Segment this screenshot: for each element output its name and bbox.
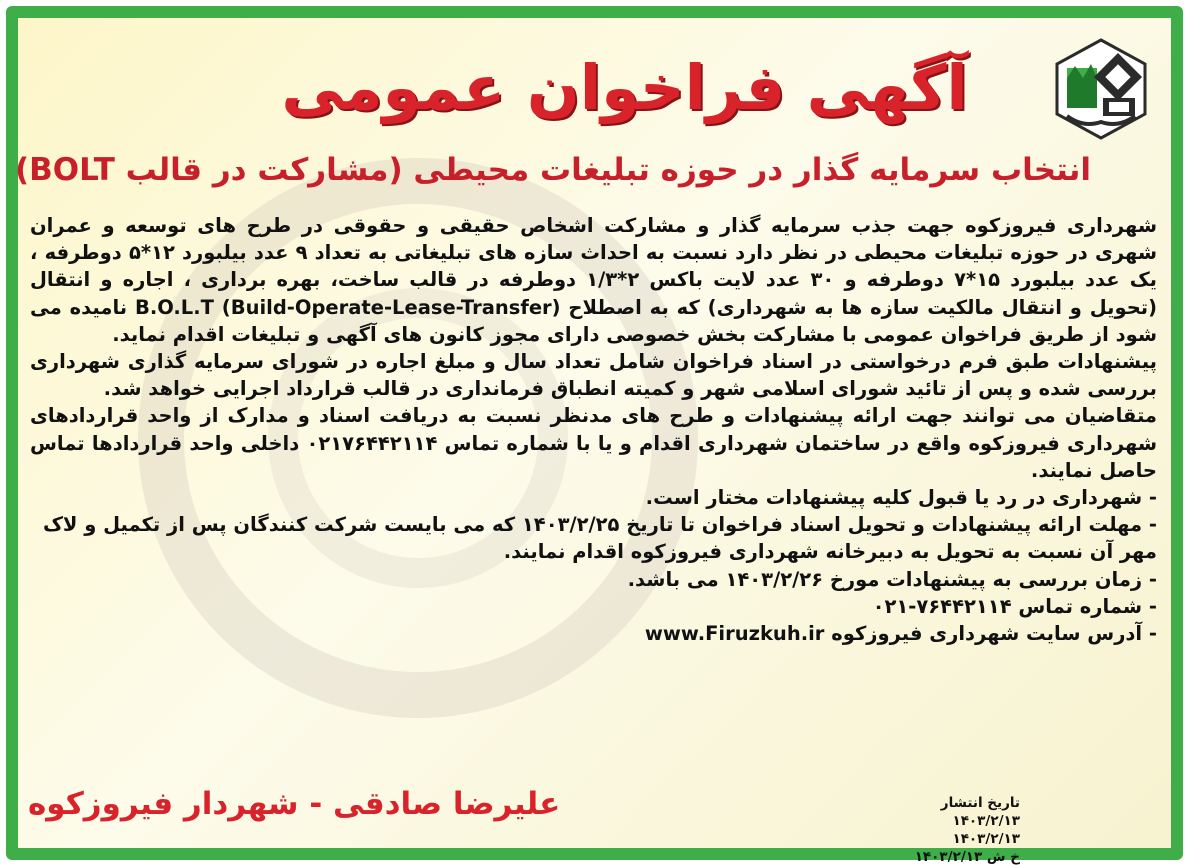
paragraph-review: پیشنهادات طبق فرم درخواستی در اسناد فراخوان شامل تعداد سال و مبلغ اجاره در شورای سرمایه گذاری شهرداری بررسی شده و پس از تائید شورای اسلامی شهر و کمیته انطباق فرمانداری در قالب قرارداد اجرایی خواهد شد. bbox=[30, 350, 1157, 401]
notice-subtitle: انتخاب سرمایه گذار در حوزه تبلیغات محیطی (مشارکت در قالب BOLT) bbox=[14, 152, 1091, 188]
publish-date-value: ۱۴۰۳/۲/۱۳ bbox=[952, 831, 1020, 847]
paragraph-intro: شهرداری فیروزکوه جهت جذب سرمایه گذار و مشارکت اشخاص حقیقی و حقوقی در طرح های توسعه و عمران شهری در حوزه تبلیغات محیطی در نظر دارد نسبت به احداث سازه های تبلیغاتی به تعداد ۹ عدد بیلبورد ۱۲*۵ دوطرفه ، یک عدد بیلبورد ۱۵*۷ دوطرفه و ۳۰ عدد لایت باکس ۲*۱/۳ دوطرفه در قالب ساخت، بهره برداری ، اجاره و انتقال (تحویل و انتقال مالکیت سازه ها به شهرداری) که به اصطلاح (Build-Operate-Lease-Transfer) B.O.L.T نامیده می شود از طریق فراخوان عمومی با مشارکت بخش خصوصی دارای مجوز کانون های آگهی و تبلیغات اقدام نماید. bbox=[30, 214, 1158, 346]
list-item: - شماره تماس ۷۶۴۴۲۱۱۴-۰۲۱ bbox=[872, 594, 1157, 618]
mayor-signature: علیرضا صادقی - شهردار فیروزکوه bbox=[28, 786, 561, 822]
publish-date-label: تاریخ انتشار ۱۴۰۳/۲/۱۳ bbox=[940, 795, 1020, 829]
notice-page bbox=[14, 18, 1171, 865]
registry-code: خ ش ۱۴۰۳/۲/۱۳ bbox=[914, 849, 1020, 865]
list-item: - زمان بررسی به پیشنهادات مورخ ۱۴۰۳/۲/۲۶ می باشد. bbox=[627, 567, 1157, 591]
website-line bbox=[30, 620, 1157, 647]
list-item: - مهلت ارائه پیشنهادات و تحویل اسناد فراخوان تا تاریخ ۱۴۰۳/۲/۲۵ که می بایست شرکت کنندگان پس از تکمیل و لاک مهر آن نسبت به تحویل به دبیرخانه شهرداری فیروزکوه اقدام نمایند. bbox=[42, 513, 1157, 564]
municipality-logo-icon bbox=[1053, 38, 1149, 140]
list-item: - شهرداری در رد یا قبول کلیه پیشنهادات مختار است. bbox=[645, 486, 1157, 510]
website-url[interactable]: www.Firuzkuh.ir bbox=[644, 622, 825, 646]
website-label: - آدرس سایت شهرداری فیروزکوه bbox=[831, 622, 1157, 646]
publication-dates bbox=[880, 794, 1020, 866]
paragraph-applicants: متقاضیان می توانند جهت ارائه پیشنهادات و طرح های مدنظر نسبت به دریافت اسناد و مدارک از واحد قراردادهای شهرداری فیروزکوه واقع در ساختمان شهرداری اقدام و یا با شماره تماس ۰۲۱۷۶۴۴۲۱۱۴ داخلی واحد قراردادها تماس حاصل نمایند. bbox=[30, 404, 1157, 482]
notice-body bbox=[30, 212, 1157, 647]
notice-title: آگهی فراخوان عمومی bbox=[281, 51, 968, 124]
